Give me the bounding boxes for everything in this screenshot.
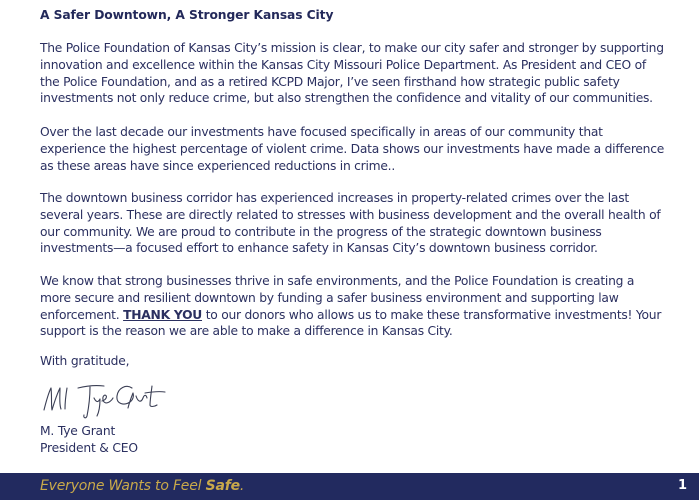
tagline-prefix: Everyone Wants to Feel	[40, 478, 202, 494]
paragraph-thanks	[40, 273, 668, 340]
tagline-suffix: .	[239, 478, 245, 494]
signer-role: President & CEO	[40, 441, 138, 455]
page-number: 1	[677, 478, 687, 493]
closing-line: With gratitude,	[40, 354, 130, 368]
thanks-intro: We know that strong businesses thrive in safe environments, and the Police Foundation is creating a more secure and resilient downtown by funding a safer business environment and supporting law enforcement.	[40, 274, 635, 322]
handwritten-signature	[38, 374, 168, 420]
footer-tagline	[40, 478, 244, 494]
paragraph-mission: The Police Foundation of Kansas City’s mission is clear, to make our city safer and stronger by supporting innovation and excellence within the Kansas City Missouri Police Department. As President and CEO of the Police Foundation, and as a retired KCPD Major, I’ve seen firsthand how strategic public safety investments not only reduce crime, but also strengthen the confidence and vitality of our communities.	[40, 41, 664, 106]
paragraph-investments: Over the last decade our investments have focused specifically in areas of our community that experience the highest percentage of violent crime. Data shows our investments have made a difference as these areas have since experienced reductions in crime..	[40, 125, 665, 173]
letter-heading: A Safer Downtown, A Stronger Kansas City	[40, 8, 334, 22]
paragraph-downtown: The downtown business corridor has experienced increases in property-related crimes over the last several years. These are directly related to stresses with business development and the overall health of our community. We are proud to contribute in the progress of the strategic downtown business investments—a focused effort to enhance safety in Kansas City’s downtown business corridor.	[40, 191, 661, 256]
thank-you-emphasis: THANK YOU	[123, 307, 203, 322]
tagline-emphasis: Safe	[205, 478, 240, 494]
signer-name: M. Tye Grant	[40, 424, 116, 438]
thanks-outro: to our donors who allows us to make these transformative investments! Your support is the reason we are able to make a difference in Kansas City.	[40, 307, 662, 339]
footer-bar	[0, 473, 699, 500]
